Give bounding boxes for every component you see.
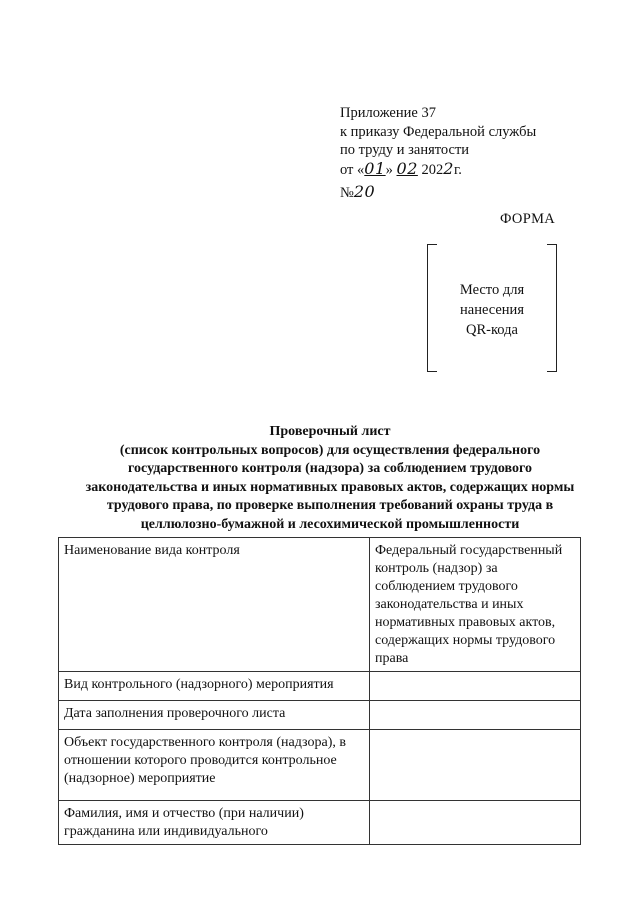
appendix-header [340,104,536,203]
table-row [59,538,581,672]
row-value [370,730,581,801]
qr-placeholder-text [428,280,556,340]
appendix-order-line: к приказу Федеральной службы [340,123,537,140]
title-line-4: законодательства и иных нормативных правовых актов, содержащих нормы [85,479,575,495]
date-month-handwritten: 02 [396,158,418,178]
title-line-2: (список контрольных вопросов) для осуществления федерального [119,442,541,458]
qr-code-placeholder [427,244,557,372]
document-title [50,423,610,534]
row-value [370,801,581,845]
appendix-service-line: по труду и занятости [340,142,470,158]
date-year-handwritten: 2 [443,158,454,178]
row-value [370,701,581,730]
appendix-title: Приложение 37 [340,105,436,121]
row-value [370,672,581,701]
table-row [59,730,581,801]
title-line-6: целлюлозно-бумажной и лесохимической промышленности [140,516,520,532]
appendix-date [340,160,536,180]
date-day-handwritten: 01 [364,158,386,178]
row-label: Дата заполнения проверочного листа [59,701,370,730]
table-row [59,672,581,701]
date-mid: » [385,161,393,178]
table-row [59,801,581,845]
number-prefix: № [340,185,354,201]
qr-line-2: нанесения [460,302,524,318]
qr-line-3: QR-кода [466,322,518,338]
row-label: Вид контрольного (надзорного) мероприятия [59,672,370,701]
date-year-prefix: 202 [421,161,444,178]
title-line-3: государственного контроля (надзора) за соблюдением трудового [128,461,532,476]
row-label: Наименование вида контроля [59,538,370,672]
row-label: Объект государственного контроля (надзора), в отношении которого проводится контрольное (надзорное) мероприятие [59,730,370,801]
number-handwritten: 20 [353,182,376,201]
appendix-number [340,183,536,203]
table-row [59,701,581,730]
title-line-1: Проверочный лист [269,424,391,439]
form-label: ФОРМА [500,211,556,227]
row-value: Федеральный государственный контроль (надзор) за соблюдением трудового законодательства и иных нормативных правовых актов, содержащих нормы трудового права [370,538,581,672]
checklist-info-table [58,537,581,845]
date-suffix: г. [453,161,462,178]
row-label: Фамилия, имя и отчество (при наличии) гражданина или индивидуального [59,801,370,845]
date-prefix: от « [340,161,365,178]
title-line-5: трудового права, по проверке выполнения требований охраны труда в [106,498,554,513]
qr-line-1: Место для [459,282,525,298]
